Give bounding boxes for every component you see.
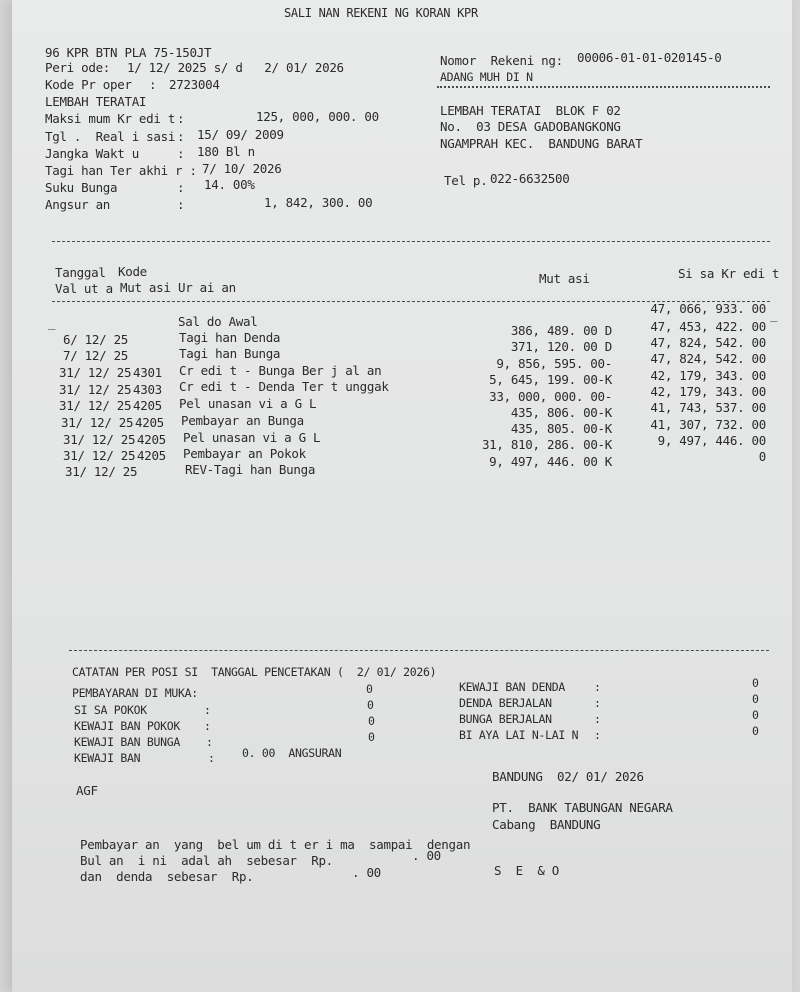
note-colon: : bbox=[594, 728, 601, 742]
note-label: KEWAJI BAN BUNGA bbox=[74, 735, 180, 749]
place-date: BANDUNG 02/ 01/ 2026 bbox=[492, 769, 644, 784]
note-colon: : bbox=[204, 703, 211, 717]
tagihan-terakhir-label: Tagi han Ter akhi r : bbox=[45, 163, 197, 178]
row-date: 31/ 12/ 25 bbox=[63, 432, 136, 447]
nomor-rekening-label: Nomor Rekeni ng: bbox=[440, 53, 563, 68]
product-line: 96 KPR BTN PLA 75-150JT bbox=[45, 45, 212, 60]
header-kode: Kode bbox=[118, 264, 147, 279]
note-label: KEWAJI BAN DENDA bbox=[459, 680, 565, 694]
note-value: 0 bbox=[752, 692, 759, 706]
note-label: DENDA BERJALAN bbox=[459, 696, 552, 710]
row-date: 31/ 12/ 25 bbox=[63, 448, 136, 463]
telp-value: 022-6632500 bbox=[490, 171, 570, 186]
margin-mark-left: _ bbox=[48, 315, 56, 330]
kode-proper-colon: : bbox=[149, 77, 157, 92]
statement-page bbox=[12, 0, 792, 992]
row-uraian: Tagi han Denda bbox=[179, 330, 281, 345]
row-date: 31/ 12/ 25 bbox=[65, 464, 138, 479]
note-value: 0 bbox=[366, 682, 373, 696]
row-uraian: Pel unasan vi a G L bbox=[179, 396, 317, 411]
row-kode: 4205 bbox=[137, 432, 166, 447]
tgl-realisasi-value: 15/ 09/ 2009 bbox=[197, 127, 284, 142]
angsuran-value: 1, 842, 300. 00 bbox=[264, 195, 373, 210]
kode-proper-label: Kode Pr oper bbox=[45, 77, 132, 92]
header-sisa-kredit: Si sa Kr edi t bbox=[678, 266, 780, 281]
notes-title: CATATAN PER POSI SI TANGGAL PENCETAKAN ( 2/ 01/ 2026) bbox=[72, 665, 437, 679]
jangka-value: 180 Bl n bbox=[197, 144, 255, 159]
kode-proper-value: 2723004 bbox=[169, 77, 220, 92]
row-saldo: 47, 824, 542. 00 bbox=[650, 335, 766, 350]
footer-line-1: Pembayar an yang bel um di t er i ma sampai dengan bbox=[80, 837, 471, 852]
row-kode: 4205 bbox=[133, 398, 162, 413]
header-tanggal: Tanggal bbox=[55, 265, 106, 280]
address-line-1: LEMBAH TERATAI BLOK F 02 bbox=[440, 103, 621, 118]
header-mutasi: Mut asi bbox=[539, 271, 590, 286]
row-date: 31/ 12/ 25 bbox=[59, 365, 132, 380]
note-value: 0 bbox=[752, 724, 759, 738]
kewajiban-value: 0. 00 ANGSURAN bbox=[242, 746, 342, 760]
row-saldo: 41, 307, 732. 00 bbox=[650, 417, 766, 432]
row-date: 6/ 12/ 25 bbox=[63, 332, 129, 347]
angsuran-label: Angsur an bbox=[45, 197, 111, 212]
tgl-realisasi-colon: : bbox=[177, 129, 185, 144]
row-mutasi: 435, 805. 00-K bbox=[510, 421, 612, 436]
nomor-rekening-value: 00006-01-01-020145-0 bbox=[577, 50, 722, 65]
saldo-awal-value: 47, 066, 933. 00 bbox=[650, 301, 766, 316]
note-value: 0 bbox=[367, 698, 374, 712]
row-uraian: Tagi han Bunga bbox=[179, 346, 281, 361]
row-saldo: 47, 824, 542. 00 bbox=[650, 351, 766, 366]
row-uraian: REV-Tagi han Bunga bbox=[185, 462, 316, 477]
row-uraian: Pel unasan vi a G L bbox=[183, 430, 321, 445]
header-mutasi-code: Mut asi bbox=[120, 280, 171, 295]
address-line-2: No. 03 DESA GADOBANGKONG bbox=[440, 119, 621, 134]
header-valuta: Val ut a bbox=[55, 281, 113, 296]
saldo-awal-label: Sal do Awal bbox=[178, 314, 258, 329]
address-line-3: NGAMPRAH KEC. BANDUNG BARAT bbox=[440, 136, 643, 151]
note-colon: : bbox=[204, 719, 211, 733]
footer-line-2-label: Bul an i ni adal ah sebesar Rp. bbox=[80, 853, 333, 868]
row-mutasi: 5, 645, 199. 00-K bbox=[489, 372, 612, 387]
seo-note: S E & O bbox=[494, 863, 560, 878]
row-saldo: 0 bbox=[758, 449, 766, 464]
note-value: 0 bbox=[752, 708, 759, 722]
note-label: BUNGA BERJALAN bbox=[459, 712, 552, 726]
header-uraian: Ur ai an bbox=[178, 280, 236, 295]
row-saldo: 9, 497, 446. 00 bbox=[657, 433, 766, 448]
row-mutasi: 9, 856, 595. 00- bbox=[496, 356, 612, 371]
kewajiban-label: KEWAJI BAN bbox=[74, 751, 141, 765]
tagihan-terakhir-value: 7/ 10/ 2026 bbox=[202, 161, 282, 176]
angsuran-colon: : bbox=[177, 197, 185, 212]
statement-title: SALI NAN REKENI NG KORAN KPR bbox=[284, 6, 478, 20]
row-saldo: 47, 453, 422. 00 bbox=[650, 319, 766, 334]
row-mutasi: 371, 120. 00 D bbox=[510, 339, 612, 354]
notes-divider bbox=[69, 650, 769, 651]
row-kode: 4303 bbox=[133, 382, 162, 397]
row-uraian: Pembayar an Bunga bbox=[181, 413, 304, 428]
note-value: 0 bbox=[752, 676, 759, 690]
row-date: 31/ 12/ 25 bbox=[59, 382, 132, 397]
row-uraian: Cr edi t - Bunga Ber j al an bbox=[179, 363, 382, 378]
footer-line-3-label: dan denda sebesar Rp. bbox=[80, 869, 254, 884]
row-uraian: Cr edi t - Denda Ter t unggak bbox=[179, 379, 389, 394]
note-label: BI AYA LAI N-LAI N bbox=[459, 728, 579, 742]
row-kode: 4205 bbox=[135, 415, 164, 430]
note-colon: : bbox=[206, 735, 213, 749]
bank-name: PT. BANK TABUNGAN NEGARA bbox=[492, 800, 673, 815]
note-colon: : bbox=[594, 712, 601, 726]
row-mutasi: 435, 806. 00-K bbox=[510, 405, 612, 420]
note-colon: : bbox=[594, 680, 601, 694]
row-date: 31/ 12/ 25 bbox=[59, 398, 132, 413]
maks-kredit-label: Maksi mum Kr edi t bbox=[45, 111, 176, 126]
row-kode: 4205 bbox=[137, 448, 166, 463]
footer-line-2-value: . 00 bbox=[412, 848, 441, 863]
row-mutasi: 9, 497, 446. 00 K bbox=[489, 454, 612, 469]
row-date: 31/ 12/ 25 bbox=[61, 415, 134, 430]
name-divider bbox=[437, 86, 770, 88]
customer-name: ADANG MUH DI N bbox=[440, 70, 533, 84]
row-mutasi: 386, 489. 00 D bbox=[510, 323, 612, 338]
maks-kredit-colon: : bbox=[177, 111, 185, 126]
branch-name: Cabang BANDUNG bbox=[492, 817, 601, 832]
note-value: 0 bbox=[368, 714, 375, 728]
note-label: KEWAJI BAN POKOK bbox=[74, 719, 180, 733]
periode-value: 1/ 12/ 2025 s/ d 2/ 01/ 2026 bbox=[127, 60, 344, 75]
row-saldo: 41, 743, 537. 00 bbox=[650, 400, 766, 415]
margin-mark-right: _ bbox=[770, 307, 778, 322]
jangka-colon: : bbox=[177, 146, 185, 161]
tgl-realisasi-label: Tgl . Real i sasi bbox=[45, 129, 176, 144]
row-kode: 4301 bbox=[133, 365, 162, 380]
row-mutasi: 33, 000, 000. 00- bbox=[489, 389, 612, 404]
header-divider bbox=[52, 241, 770, 242]
project-name: LEMBAH TERATAI bbox=[45, 94, 147, 109]
kewajiban-colon: : bbox=[208, 751, 215, 765]
suku-bunga-value: 14. 00% bbox=[204, 177, 255, 192]
footer-line-3-value: . 00 bbox=[352, 865, 381, 880]
agf-code: AGF bbox=[76, 783, 98, 798]
note-label: PEMBAYARAN DI MUKA: bbox=[72, 686, 198, 700]
row-mutasi: 31, 810, 286. 00-K bbox=[481, 437, 612, 452]
periode-label: Peri ode: bbox=[45, 60, 111, 75]
note-value: 0 bbox=[368, 730, 375, 744]
row-saldo: 42, 179, 343. 00 bbox=[650, 384, 766, 399]
row-date: 7/ 12/ 25 bbox=[63, 348, 129, 363]
note-colon: : bbox=[594, 696, 601, 710]
telp-label: Tel p. bbox=[444, 173, 488, 188]
note-label: SI SA POKOK bbox=[74, 703, 147, 717]
suku-bunga-colon: : bbox=[177, 180, 185, 195]
row-saldo: 42, 179, 343. 00 bbox=[650, 368, 766, 383]
jangka-label: Jangka Wakt u bbox=[45, 146, 139, 161]
suku-bunga-label: Suku Bunga bbox=[45, 180, 118, 195]
maks-kredit-value: 125, 000, 000. 00 bbox=[256, 109, 379, 124]
row-uraian: Pembayar an Pokok bbox=[183, 446, 306, 461]
